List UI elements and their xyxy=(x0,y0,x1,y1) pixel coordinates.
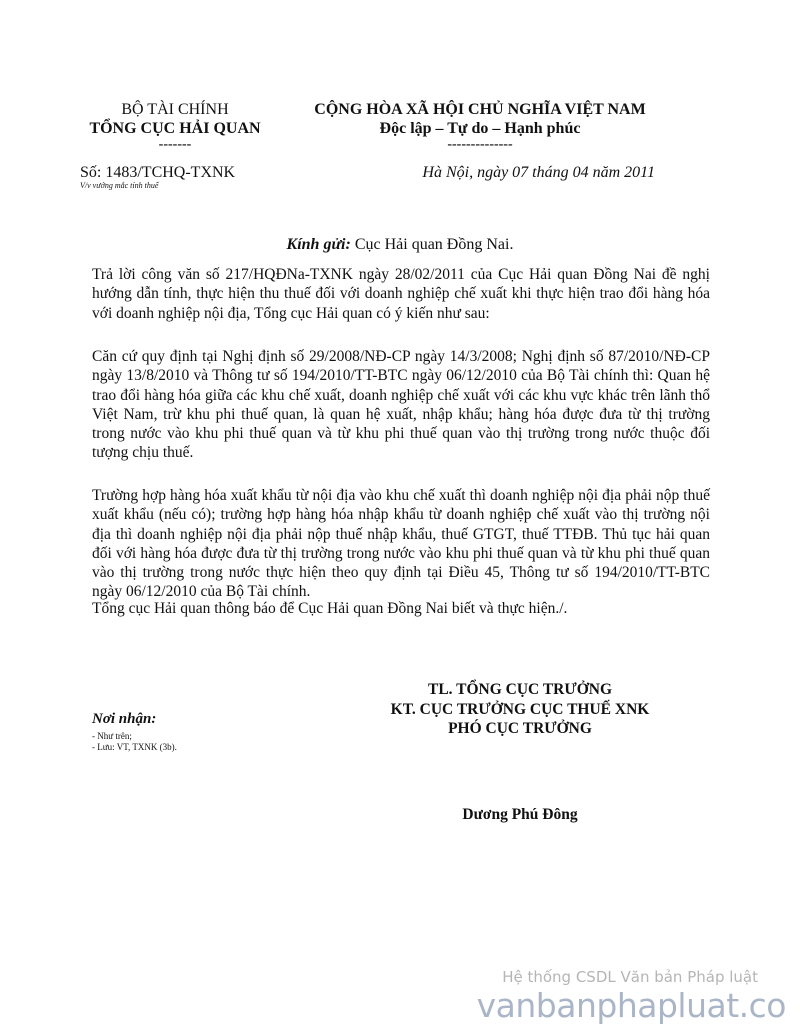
left-separator: ------- xyxy=(158,137,192,152)
place-date: Hà Nội, ngày 07 tháng 04 năm 2011 xyxy=(422,164,655,181)
signature-line-2: KT. CỤC TRƯỞNG CỤC THUẾ XNK xyxy=(390,700,650,718)
greeting xyxy=(80,236,720,254)
department-name: TỔNG CỤC HẢI QUAN xyxy=(89,120,261,137)
recipients-title: Nơi nhận: xyxy=(92,711,157,727)
document-number: Số: 1483/TCHQ-TXNK xyxy=(80,164,236,181)
signer-name: Dương Phú Đông xyxy=(462,806,578,823)
national-header xyxy=(300,100,660,152)
nation-title: CỘNG HÒA XÃ HỘI CHỦ NGHĨA VIỆT NAM xyxy=(314,101,646,118)
watermark-caption: Hệ thống CSDL Văn bản Pháp luật xyxy=(502,968,758,986)
ministry-name: BỘ TÀI CHÍNH xyxy=(121,101,229,118)
right-separator: -------------- xyxy=(447,137,513,152)
signature-block xyxy=(360,680,680,739)
recipient-item: - Như trên; xyxy=(92,731,132,741)
paragraph-2: Căn cứ quy định tại Nghị định số 29/2008/NĐ-CP ngày 14/3/2008; Nghị định số 87/2010/NĐ-CP ngày 13/8/2010 và Thông tư số 194/2010/TT-BTC ngày 06/12/2010 của Bộ Tài chính thì: Quan hệ trao đổi hàng hóa giữa các khu chế xuất, doanh nghiệp chế xuất với các khu vực khác trên lãnh thổ Việt Nam, trừ khu phi thuế quan, là quan hệ xuất, nhập khẩu; hàng hóa được đưa từ thị trường trong nước vào khu phi thuế quan và từ khu phi thuế quan vào thị trường trong nước thuộc đối tượng chịu thuế. xyxy=(92,348,710,462)
issuer-header xyxy=(80,100,270,152)
signature-line-3: PHÓ CỤC TRƯỞNG xyxy=(448,720,592,737)
national-motto: Độc lập – Tự do – Hạnh phúc xyxy=(379,120,581,137)
document-subject: V/v vướng mắc tính thuế xyxy=(80,181,159,190)
watermark-site: vanbanphapluat.co xyxy=(476,986,786,1025)
greeting-recipient: Cục Hải quan Đồng Nai. xyxy=(350,236,514,253)
recipient-item: - Lưu: VT, TXNK (3b). xyxy=(92,742,177,752)
greeting-label: Kính gửi: xyxy=(286,236,351,253)
paragraph-1: Trả lời công văn số 217/HQĐNa-TXNK ngày 28/02/2011 của Cục Hải quan Đồng Nai đề nghị hướng dẫn tính, thực hiện thu thuế đối với doanh nghiệp chế xuất khi thực hiện trao đổi hàng hóa với doanh nghiệp nội địa, Tổng cục Hải quan có ý kiến như sau: xyxy=(92,266,710,322)
paragraph-3: Trường hợp hàng hóa xuất khẩu từ nội địa vào khu chế xuất thì doanh nghiệp nội địa phải nộp thuế xuất khẩu (nếu có); trường hợp hàng hóa nhập khẩu từ doanh nghiệp chế xuất vào thị trường nội địa thì doanh nghiệp nội địa phải nộp thuế nhập khẩu, thuế GTGT, thuế TTĐB. Thủ tục hải quan đối với hàng hóa được đưa từ thị trường trong nước vào khu phi thuế quan và từ khu phi thuế quan vào thị trường trong nước thực hiện theo quy định tại Điều 45, Thông tư số 194/2010/TT-BTC ngày 06/12/2010 của Bộ Tài chính. xyxy=(92,487,710,601)
signature-line-1: TL. TỔNG CỤC TRƯỞNG xyxy=(427,681,613,698)
paragraph-4: Tổng cục Hải quan thông báo để Cục Hải quan Đồng Nai biết và thực hiện./. xyxy=(92,600,568,617)
